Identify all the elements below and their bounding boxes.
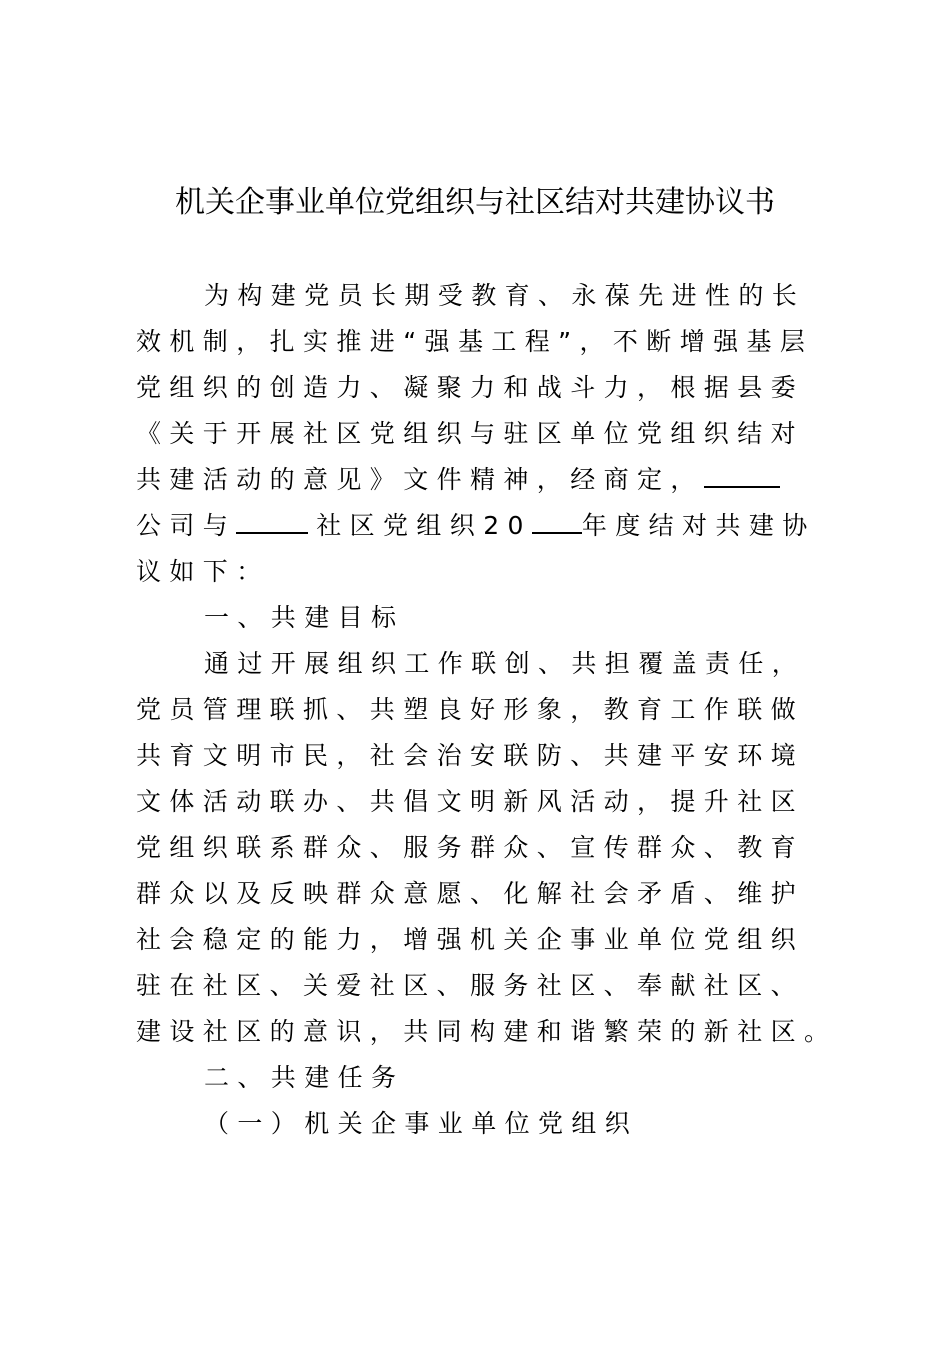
paragraph-line-15: 驻在社区、关爱社区、服务社区、奉献社区、 (136, 971, 805, 1000)
paragraph-line-7: 议如下： (136, 557, 270, 586)
paragraph-line-2: 效机制，扎实推进“强基工程”，不断增强基层 (136, 327, 814, 356)
paragraph-line-5 (136, 460, 780, 500)
paragraph-line-4: 《关于开展社区党组织与驻区单位党组织结对 (136, 419, 805, 448)
paragraph-line-10: 共育文明市民，社会治安联防、共建平安环境 (136, 741, 805, 770)
paragraph-line-1: 为构建党员长期受教育、永葆先进性的长 (204, 281, 806, 310)
company-blank (704, 462, 780, 488)
company-text: 公司与 (136, 511, 237, 540)
paragraph-line-13: 群众以及反映群众意愿、化解社会矛盾、维护 (136, 879, 805, 908)
year-text: 年度结对共建协 (581, 511, 816, 540)
subsection-heading-1: （一）机关企事业单位党组织 (204, 1109, 639, 1138)
paragraph-line-12: 党组织联系群众、服务群众、宣传群众、教育 (136, 833, 805, 862)
paragraph-line-14: 社会稳定的能力，增强机关企事业单位党组织 (136, 925, 805, 954)
community-text: 社区党组织20 (316, 511, 532, 540)
paragraph-line-11: 文体活动联办、共倡文明新风活动，提升社区 (136, 787, 805, 816)
year-blank (532, 508, 582, 534)
section-heading-2: 二、共建任务 (204, 1063, 405, 1092)
paragraph-line-16: 建设社区的意识，共同构建和谐繁荣的新社区。 (136, 1017, 838, 1046)
paragraph-line-9: 党员管理联抓、共塑良好形象，教育工作联做 (136, 695, 805, 724)
paragraph-line-3: 党组织的创造力、凝聚力和战斗力，根据县委 (136, 373, 805, 402)
paragraph-line-6 (136, 506, 816, 546)
document-title: 机关企事业单位党组织与社区结对共建协议书 (175, 185, 775, 220)
community-blank (236, 508, 308, 534)
paragraph-line-5-text: 共建活动的意见》文件精神，经商定， (136, 465, 704, 494)
section-heading-1: 一、共建目标 (204, 603, 405, 632)
paragraph-line-8: 通过开展组织工作联创、共担覆盖责任， (204, 649, 806, 678)
